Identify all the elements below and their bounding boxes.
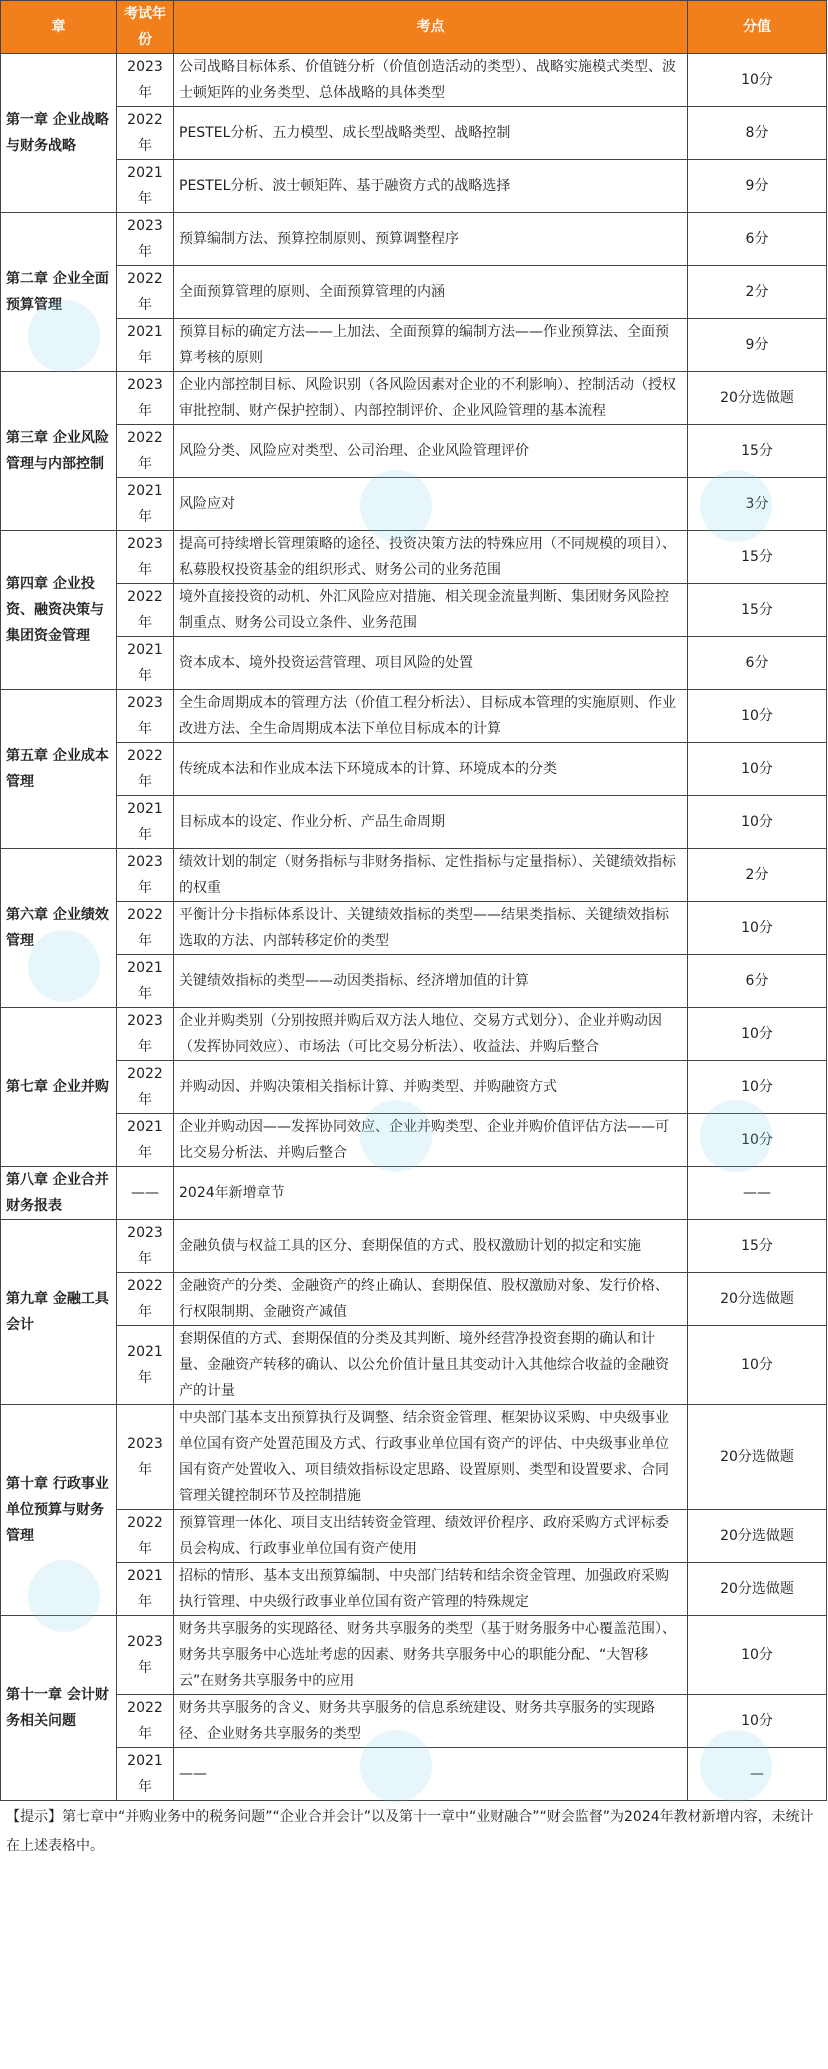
chapter-cell: 第十一章 会计财务相关问题	[1, 1616, 117, 1801]
points-cell: 传统成本法和作业成本法下环境成本的计算、环境成本的分类	[174, 743, 688, 796]
year-cell: 2023年	[117, 372, 174, 425]
year-cell: 2021年	[117, 955, 174, 1008]
chapter-cell: 第九章 金融工具会计	[1, 1220, 117, 1405]
points-cell: PESTEL分析、波士顿矩阵、基于融资方式的战略选择	[174, 160, 688, 213]
score-cell: —	[688, 1748, 827, 1801]
score-cell: 15分	[688, 425, 827, 478]
score-cell: 10分	[688, 1695, 827, 1748]
score-cell: 2分	[688, 266, 827, 319]
table-row	[1, 1008, 827, 1061]
table-row	[1, 160, 827, 213]
score-cell: 6分	[688, 213, 827, 266]
table-row	[1, 1114, 827, 1167]
year-cell: 2021年	[117, 1748, 174, 1801]
header-chapter: 章	[1, 1, 117, 54]
chapter-cell: 第十章 行政事业单位预算与财务管理	[1, 1405, 117, 1616]
points-cell: 资本成本、境外投资运营管理、项目风险的处置	[174, 637, 688, 690]
score-cell: 10分	[688, 690, 827, 743]
year-cell: 2022年	[117, 266, 174, 319]
table-row	[1, 1167, 827, 1220]
points-cell: 企业并购动因——发挥协同效应、企业并购类型、企业并购价值评估方法——可比交易分析法、并购后整合	[174, 1114, 688, 1167]
score-cell: 10分	[688, 796, 827, 849]
points-cell: 财务共享服务的实现路径、财务共享服务的类型（基于财务服务中心覆盖范围）、财务共享服务中心选址考虑的因素、财务共享服务中心的职能分配、“大智移云”在财务共享服务中的应用	[174, 1616, 688, 1695]
year-cell: 2023年	[117, 1616, 174, 1695]
score-cell: 20分选做题	[688, 372, 827, 425]
chapter-cell: 第七章 企业并购	[1, 1008, 117, 1167]
table-row	[1, 743, 827, 796]
year-cell: 2023年	[117, 849, 174, 902]
points-cell: 招标的情形、基本支出预算编制、中央部门结转和结余资金管理、加强政府采购执行管理、中央级行政事业单位国有资产管理的特殊规定	[174, 1563, 688, 1616]
score-cell: 20分选做题	[688, 1273, 827, 1326]
points-cell: 平衡计分卡指标体系设计、关键绩效指标的类型——结果类指标、关键绩效指标选取的方法、内部转移定价的类型	[174, 902, 688, 955]
points-cell: 企业内部控制目标、风险识别（各风险因素对企业的不利影响）、控制活动（授权审批控制、财产保护控制）、内部控制评价、企业风险管理的基本流程	[174, 372, 688, 425]
score-cell: 8分	[688, 107, 827, 160]
year-cell: 2022年	[117, 1273, 174, 1326]
table-row	[1, 690, 827, 743]
score-cell: 15分	[688, 531, 827, 584]
table-row	[1, 531, 827, 584]
table-row	[1, 1220, 827, 1273]
year-cell: 2023年	[117, 1220, 174, 1273]
table-row	[1, 266, 827, 319]
points-cell: PESTEL分析、五力模型、成长型战略类型、战略控制	[174, 107, 688, 160]
chapter-cell: 第三章 企业风险管理与内部控制	[1, 372, 117, 531]
chapter-cell: 第一章 企业战略与财务战略	[1, 54, 117, 213]
year-cell: 2022年	[117, 902, 174, 955]
score-cell: 10分	[688, 902, 827, 955]
year-cell: 2022年	[117, 1061, 174, 1114]
points-cell: 公司战略目标体系、价值链分析（价值创造活动的类型）、战略实施模式类型、波士顿矩阵的业务类型、总体战略的具体类型	[174, 54, 688, 107]
points-cell: 2024年新增章节	[174, 1167, 688, 1220]
year-cell: 2023年	[117, 531, 174, 584]
table-row	[1, 584, 827, 637]
points-cell: 提高可持续增长管理策略的途径、投资决策方法的特殊应用（不同规模的项目）、私募股权投资基金的组织形式、财务公司的业务范围	[174, 531, 688, 584]
points-cell: 关键绩效指标的类型——动因类指标、经济增加值的计算	[174, 955, 688, 1008]
table-row	[1, 478, 827, 531]
chapter-cell: 第四章 企业投资、融资决策与集团资金管理	[1, 531, 117, 690]
year-cell: 2021年	[117, 637, 174, 690]
points-cell: 套期保值的方式、套期保值的分类及其判断、境外经营净投资套期的确认和计量、金融资产转移的确认、以公允价值计量且其变动计入其他综合收益的金融资产的计量	[174, 1326, 688, 1405]
table-row	[1, 637, 827, 690]
score-cell: 10分	[688, 54, 827, 107]
chapter-cell: 第二章 企业全面预算管理	[1, 213, 117, 372]
table-row	[1, 372, 827, 425]
table-row	[1, 796, 827, 849]
table-row	[1, 1563, 827, 1616]
table-row	[1, 1616, 827, 1695]
table-row	[1, 849, 827, 902]
points-cell: 预算管理一体化、项目支出结转资金管理、绩效评价程序、政府采购方式评标委员会构成、行政事业单位国有资产使用	[174, 1510, 688, 1563]
points-cell: 风险应对	[174, 478, 688, 531]
year-cell: 2021年	[117, 319, 174, 372]
year-cell: 2023年	[117, 690, 174, 743]
year-cell: 2021年	[117, 478, 174, 531]
header-score: 分值	[688, 1, 827, 54]
score-cell: 20分选做题	[688, 1405, 827, 1510]
chapter-cell: 第六章 企业绩效管理	[1, 849, 117, 1008]
points-cell: 中央部门基本支出预算执行及调整、结余资金管理、框架协议采购、中央级事业单位国有资产处置范围及方式、行政事业单位国有资产的评估、中央级事业单位国有资产处置收入、项目绩效指标设定思路、设置原则、类型和设置要求、合同管理关键控制环节及控制措施	[174, 1405, 688, 1510]
score-cell: 15分	[688, 584, 827, 637]
score-cell: 10分	[688, 1616, 827, 1695]
table-row	[1, 902, 827, 955]
year-cell: 2021年	[117, 1326, 174, 1405]
chapter-cell: 第五章 企业成本管理	[1, 690, 117, 849]
score-cell: 9分	[688, 319, 827, 372]
table-row	[1, 1748, 827, 1801]
table-row	[1, 54, 827, 107]
year-cell: 2021年	[117, 1563, 174, 1616]
score-cell: 10分	[688, 1326, 827, 1405]
table-row	[1, 955, 827, 1008]
year-cell: 2021年	[117, 160, 174, 213]
points-cell: 企业并购类别（分别按照并购后双方法人地位、交易方式划分）、企业并购动因（发挥协同效应）、市场法（可比交易分析法）、收益法、并购后整合	[174, 1008, 688, 1061]
year-cell: 2023年	[117, 1008, 174, 1061]
table-row	[1, 1326, 827, 1405]
chapter-cell: 第八章 企业合并财务报表	[1, 1167, 117, 1220]
points-cell: 金融负债与权益工具的区分、套期保值的方式、股权激励计划的拟定和实施	[174, 1220, 688, 1273]
year-cell: 2022年	[117, 1510, 174, 1563]
table-row	[1, 1510, 827, 1563]
score-cell: 6分	[688, 637, 827, 690]
score-cell: 20分选做题	[688, 1510, 827, 1563]
year-cell: 2022年	[117, 584, 174, 637]
year-cell: 2023年	[117, 54, 174, 107]
header-points: 考点	[174, 1, 688, 54]
year-cell: 2022年	[117, 425, 174, 478]
table-body	[1, 54, 827, 1801]
year-cell: 2023年	[117, 213, 174, 266]
points-cell: 目标成本的设定、作业分析、产品生命周期	[174, 796, 688, 849]
table-row	[1, 213, 827, 266]
table-row	[1, 1405, 827, 1510]
score-cell: 9分	[688, 160, 827, 213]
table-row	[1, 319, 827, 372]
score-cell: 10分	[688, 1008, 827, 1061]
year-cell: 2023年	[117, 1405, 174, 1510]
score-cell: 20分选做题	[688, 1563, 827, 1616]
year-cell: ——	[117, 1167, 174, 1220]
points-cell: 风险分类、风险应对类型、公司治理、企业风险管理评价	[174, 425, 688, 478]
points-cell: 境外直接投资的动机、外汇风险应对措施、相关现金流量判断、集团财务风险控制重点、财务公司设立条件、业务范围	[174, 584, 688, 637]
score-cell: 15分	[688, 1220, 827, 1273]
score-cell: 10分	[688, 743, 827, 796]
score-cell: ——	[688, 1167, 827, 1220]
points-cell: ——	[174, 1748, 688, 1801]
table-row	[1, 1061, 827, 1114]
year-cell: 2021年	[117, 1114, 174, 1167]
year-cell: 2022年	[117, 107, 174, 160]
year-cell: 2022年	[117, 1695, 174, 1748]
table-row	[1, 1273, 827, 1326]
score-cell: 2分	[688, 849, 827, 902]
header-year: 考试年份	[117, 1, 174, 54]
year-cell: 2022年	[117, 743, 174, 796]
points-cell: 预算目标的确定方法——上加法、全面预算的编制方法——作业预算法、全面预算考核的原则	[174, 319, 688, 372]
score-cell: 6分	[688, 955, 827, 1008]
points-cell: 预算编制方法、预算控制原则、预算调整程序	[174, 213, 688, 266]
table-row	[1, 425, 827, 478]
table-header-row	[1, 1, 827, 54]
table-row	[1, 1695, 827, 1748]
table-row	[1, 107, 827, 160]
score-cell: 3分	[688, 478, 827, 531]
points-cell: 全生命周期成本的管理方法（价值工程分析法）、目标成本管理的实施原则、作业改进方法、全生命周期成本法下单位目标成本的计算	[174, 690, 688, 743]
footnote: 【提示】第七章中“并购业务中的税务问题”“企业合并会计”以及第十一章中“业财融合”“财会监督”为2024年教材新增内容，未统计在上述表格中。	[6, 1809, 814, 1854]
points-cell: 绩效计划的制定（财务指标与非财务指标、定性指标与定量指标）、关键绩效指标的权重	[174, 849, 688, 902]
year-cell: 2021年	[117, 796, 174, 849]
points-cell: 财务共享服务的含义、财务共享服务的信息系统建设、财务共享服务的实现路径、企业财务共享服务的类型	[174, 1695, 688, 1748]
score-cell: 10分	[688, 1061, 827, 1114]
points-cell: 金融资产的分类、金融资产的终止确认、套期保值、股权激励对象、发行价格、行权限制期、金融资产减值	[174, 1273, 688, 1326]
points-cell: 全面预算管理的原则、全面预算管理的内涵	[174, 266, 688, 319]
score-cell: 10分	[688, 1114, 827, 1167]
points-cell: 并购动因、并购决策相关指标计算、并购类型、并购融资方式	[174, 1061, 688, 1114]
